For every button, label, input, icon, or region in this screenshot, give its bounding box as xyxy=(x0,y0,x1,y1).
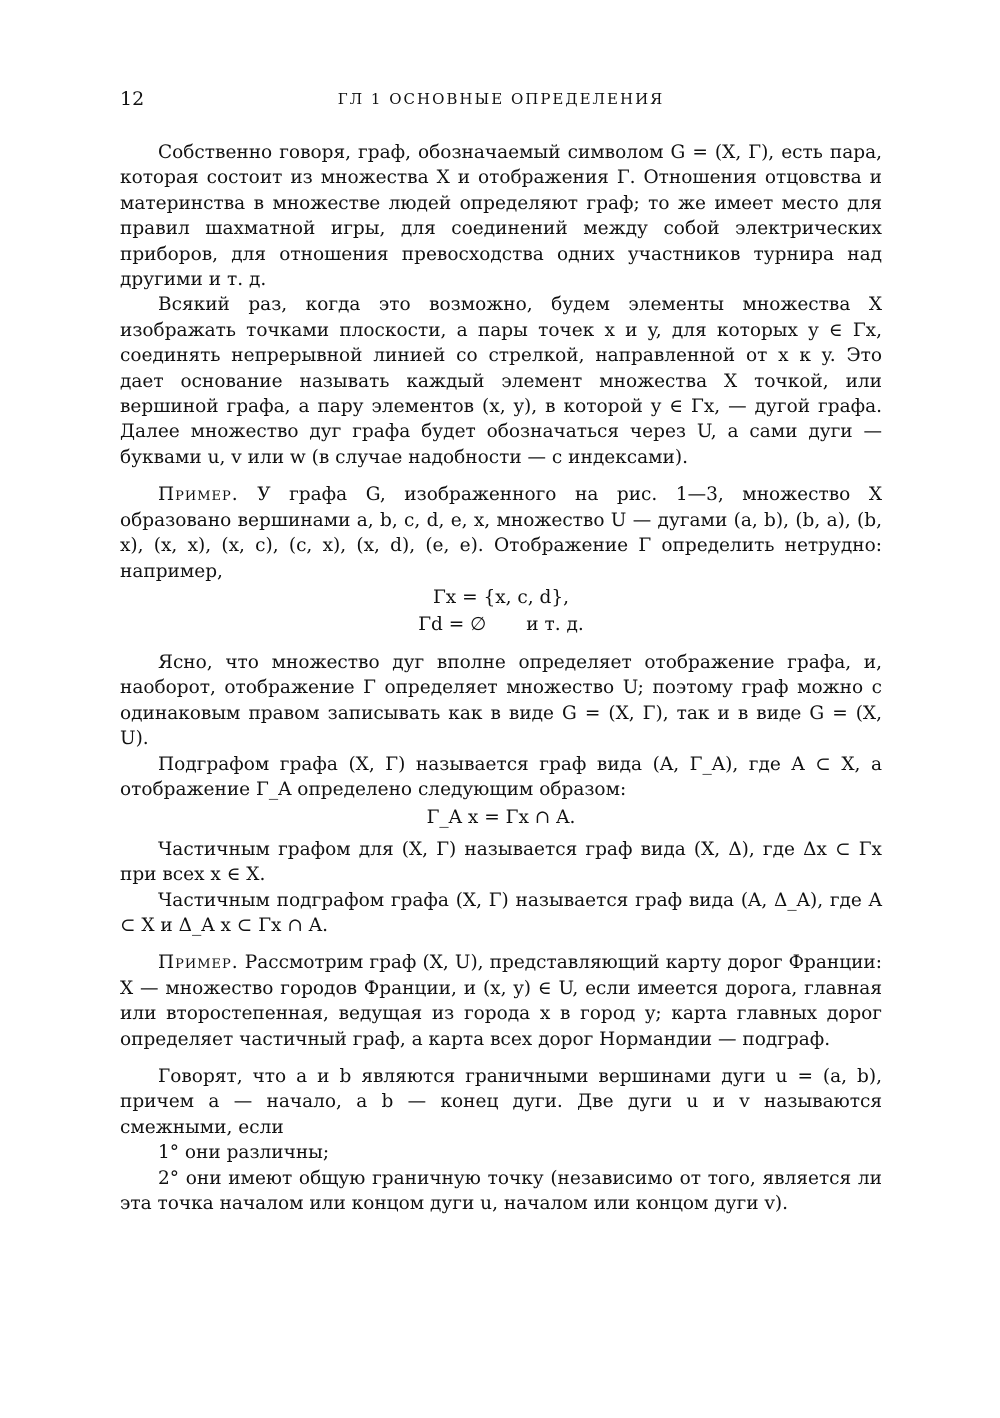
paragraph-subgraph: Подграфом графа (X, Γ) называется граф вида (A, Γ_A), где A ⊂ X, а отображение Γ_A определено следующим образом: xyxy=(120,753,882,800)
example-1-text: У графа G, изображенного на рис. 1—3, множество X образовано вершинами a, b, c, d, e, x, множество U — дугами (a, b), (b, a), (b, x), (x, x), (x, c), (c, x), (x, d), (e, e). Отображение Γ определить нетрудно: например, xyxy=(120,484,882,582)
paragraph-graph-definition: Собственно говоря, граф, обозначаемый символом G = (X, Γ), есть пара, которая состоит из множества X и отображения Γ. Отношения отцовства и материнства в множестве людей определяют граф; то же имеет место для правил шахматной игры, для соединений между собой электрических приборов, для отношения превосходства одних участников турнира над другими и т. д. xyxy=(120,142,882,291)
paragraph-vertices-arcs: Всякий раз, когда это возможно, будем элементы множества X изображать точками плоскости, а пары точек x и y, для которых y ∈ Γx, соединять непрерывной линией со стрелкой, направленной от x к y. Это дает основание называть каждый элемент множества X точкой, или вершиной графа, а пару элементов (x, y), в которой y ∈ Γx, — дугой графа. Далее множество дуг графа будет обозначаться через U, а сами дуги — буквами u, v или w (в случае надобности — с индексами). xyxy=(120,294,882,468)
paragraph-partial-graph: Частичным графом для (X, Γ) называется граф вида (X, Δ), где Δx ⊂ Γx при всех x ∈ X. xyxy=(120,838,882,886)
equation-gamma-x xyxy=(120,584,882,611)
equation-gamma-x-text: Γx = {x, c, d}, xyxy=(432,586,570,608)
equation-subgraph-map: Γ_A x = Γx ∩ A. xyxy=(426,807,576,829)
page-number: 12 xyxy=(120,88,145,110)
condition-1: 1° они различны; xyxy=(158,1142,330,1164)
equation-gamma-d xyxy=(120,611,882,638)
paragraph-partial-subgraph: Частичным подграфом графа (X, Γ) называется граф вида (A, Δ_A), где A ⊂ X и Δ_A x ⊂ Γx ∩ A. xyxy=(120,889,882,936)
example-2-text: Рассмотрим граф (X, U), представляющий карту дорог Франции: X — множество городов Франции, и (x, y) ∈ U, если имеется дорога, главная или второстепенная, ведущая из города x в город y; карта главных дорог определяет частичный граф, а карта всех дорог Нормандии — подграф. xyxy=(120,952,882,1050)
book-page xyxy=(120,88,882,1216)
equation-gamma-d-text: Γd = ∅ xyxy=(418,613,487,635)
paragraph-example-2 xyxy=(120,950,882,1052)
condition-2: 2° они имеют общую граничную точку (независимо от того, является ли эта точка началом или концом дуги u, началом или концом дуги v). xyxy=(120,1167,882,1215)
paragraph-arcs-determine: Ясно, что множество дуг вполне определяет отображение графа, и, наоборот, отображение Γ определяет множество U; поэтому граф можно с одинаковым правом записывать как в виде G = (X, Γ), так и в виде G = (X, U). xyxy=(120,651,882,750)
example-label: Пример. xyxy=(158,484,239,506)
example-label: Пример. xyxy=(158,952,239,974)
equation-etc: и т. д. xyxy=(526,613,584,635)
paragraph-example-1 xyxy=(120,482,882,584)
running-head: ГЛ 1 ОСНОВНЫЕ ОПРЕДЕЛЕНИЯ xyxy=(337,90,665,108)
paragraph-adjacent-arcs: Говорят, что a и b являются граничными вершинами дуги u = (a, b), причем a — начало, а b — конец дуги. Две дуги u и v называются смежными, если xyxy=(120,1066,882,1138)
page-header xyxy=(120,88,882,118)
